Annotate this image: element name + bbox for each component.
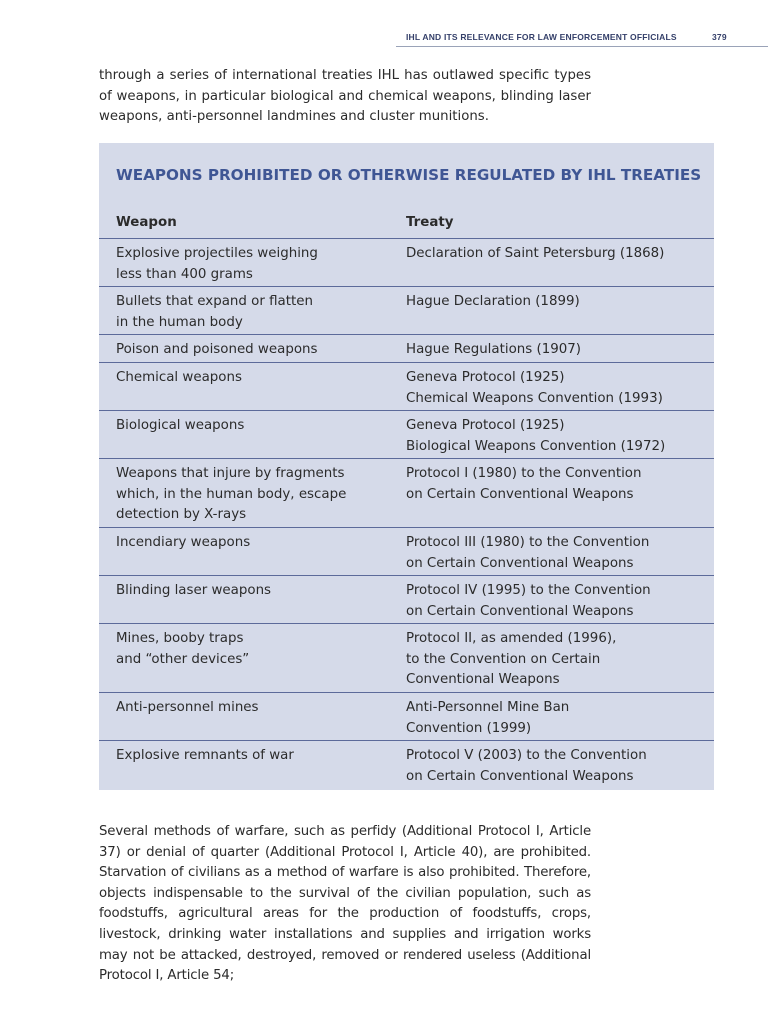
treaty-cell: Hague Declaration (1899) [406,294,580,309]
table-row [99,576,714,624]
weapon-cell: Weapons that injure by fragments which, in the human body, escape detection by X-rays [116,466,347,523]
closing-paragraph: Several methods of warfare, such as perfidy (Additional Protocol I, Article 37) or denial of quarter (Additional Protocol I, Article 40), are prohibited. Starvation of civilians as a method of warfare is also prohibited. Therefore, objects indispensable to the survival of the civilian population, such as foodstuffs, agricultural areas for the production of foodstuffs, crops, livestock, drinking water installations and supplies and irrigation works may not be attacked, destroyed, removed or rendered useless (Additional Protocol I, Article 54; [99,824,591,984]
table-row [99,363,714,411]
treaty-cell: Geneva Protocol (1925) Chemical Weapons Convention (1993) [406,370,663,406]
weapon-cell: Explosive projectiles weighing less than 400 grams [116,246,318,282]
treaty-cell: Protocol IV (1995) to the Convention on Certain Conventional Weapons [406,583,651,619]
weapon-cell: Biological weapons [116,418,245,433]
column-header-treaty: Treaty [406,215,454,230]
table-row [99,335,714,363]
page-number: 379 [712,32,727,42]
intro-paragraph: through a series of international treaties IHL has outlawed specific types of weapons, in particular biological and chemical weapons, blinding laser weapons, anti-personnel landmines and cluster munitions. [99,68,591,125]
weapons-table [99,213,714,789]
weapon-cell: Poison and poisoned weapons [116,342,318,357]
table-row [99,624,714,693]
table-header [99,213,714,239]
table-row [99,287,714,335]
treaty-cell: Geneva Protocol (1925) Biological Weapons Convention (1972) [406,418,666,454]
treaty-cell: Protocol I (1980) to the Convention on Certain Conventional Weapons [406,466,642,502]
treaty-cell: Anti-Personnel Mine Ban Convention (1999) [406,700,570,736]
treaty-cell: Protocol II, as amended (1996), to the Convention on Certain Conventional Weapons [406,631,617,688]
table-row [99,528,714,576]
treaty-cell: Protocol III (1980) to the Convention on Certain Conventional Weapons [406,535,650,571]
treaty-cell: Declaration of Saint Petersburg (1868) [406,246,665,261]
table-row [99,459,714,528]
weapon-cell: Bullets that expand or flatten in the human body [116,294,313,330]
weapon-cell: Incendiary weapons [116,535,251,550]
treaty-cell: Protocol V (2003) to the Convention on Certain Conventional Weapons [406,748,647,784]
weapon-cell: Anti-personnel mines [116,700,259,715]
treaty-cell: Hague Regulations (1907) [406,342,582,357]
weapon-cell: Blinding laser weapons [116,583,272,598]
table-row [99,741,714,789]
table-row [99,693,714,741]
box-title: WEAPONS PROHIBITED OR OTHERWISE REGULATED BY IHL TREATIES [116,166,702,184]
table-row [99,239,714,287]
weapon-cell: Explosive remnants of war [116,748,294,763]
table-row [99,411,714,459]
weapon-cell: Chemical weapons [116,370,242,385]
column-header-weapon: Weapon [116,215,177,230]
running-header [396,30,768,47]
weapon-cell: Mines, booby traps and “other devices” [116,631,250,667]
running-header-title: IHL AND ITS RELEVANCE FOR LAW ENFORCEMENT OFFICIALS [406,32,677,42]
weapons-table-box [99,143,714,790]
